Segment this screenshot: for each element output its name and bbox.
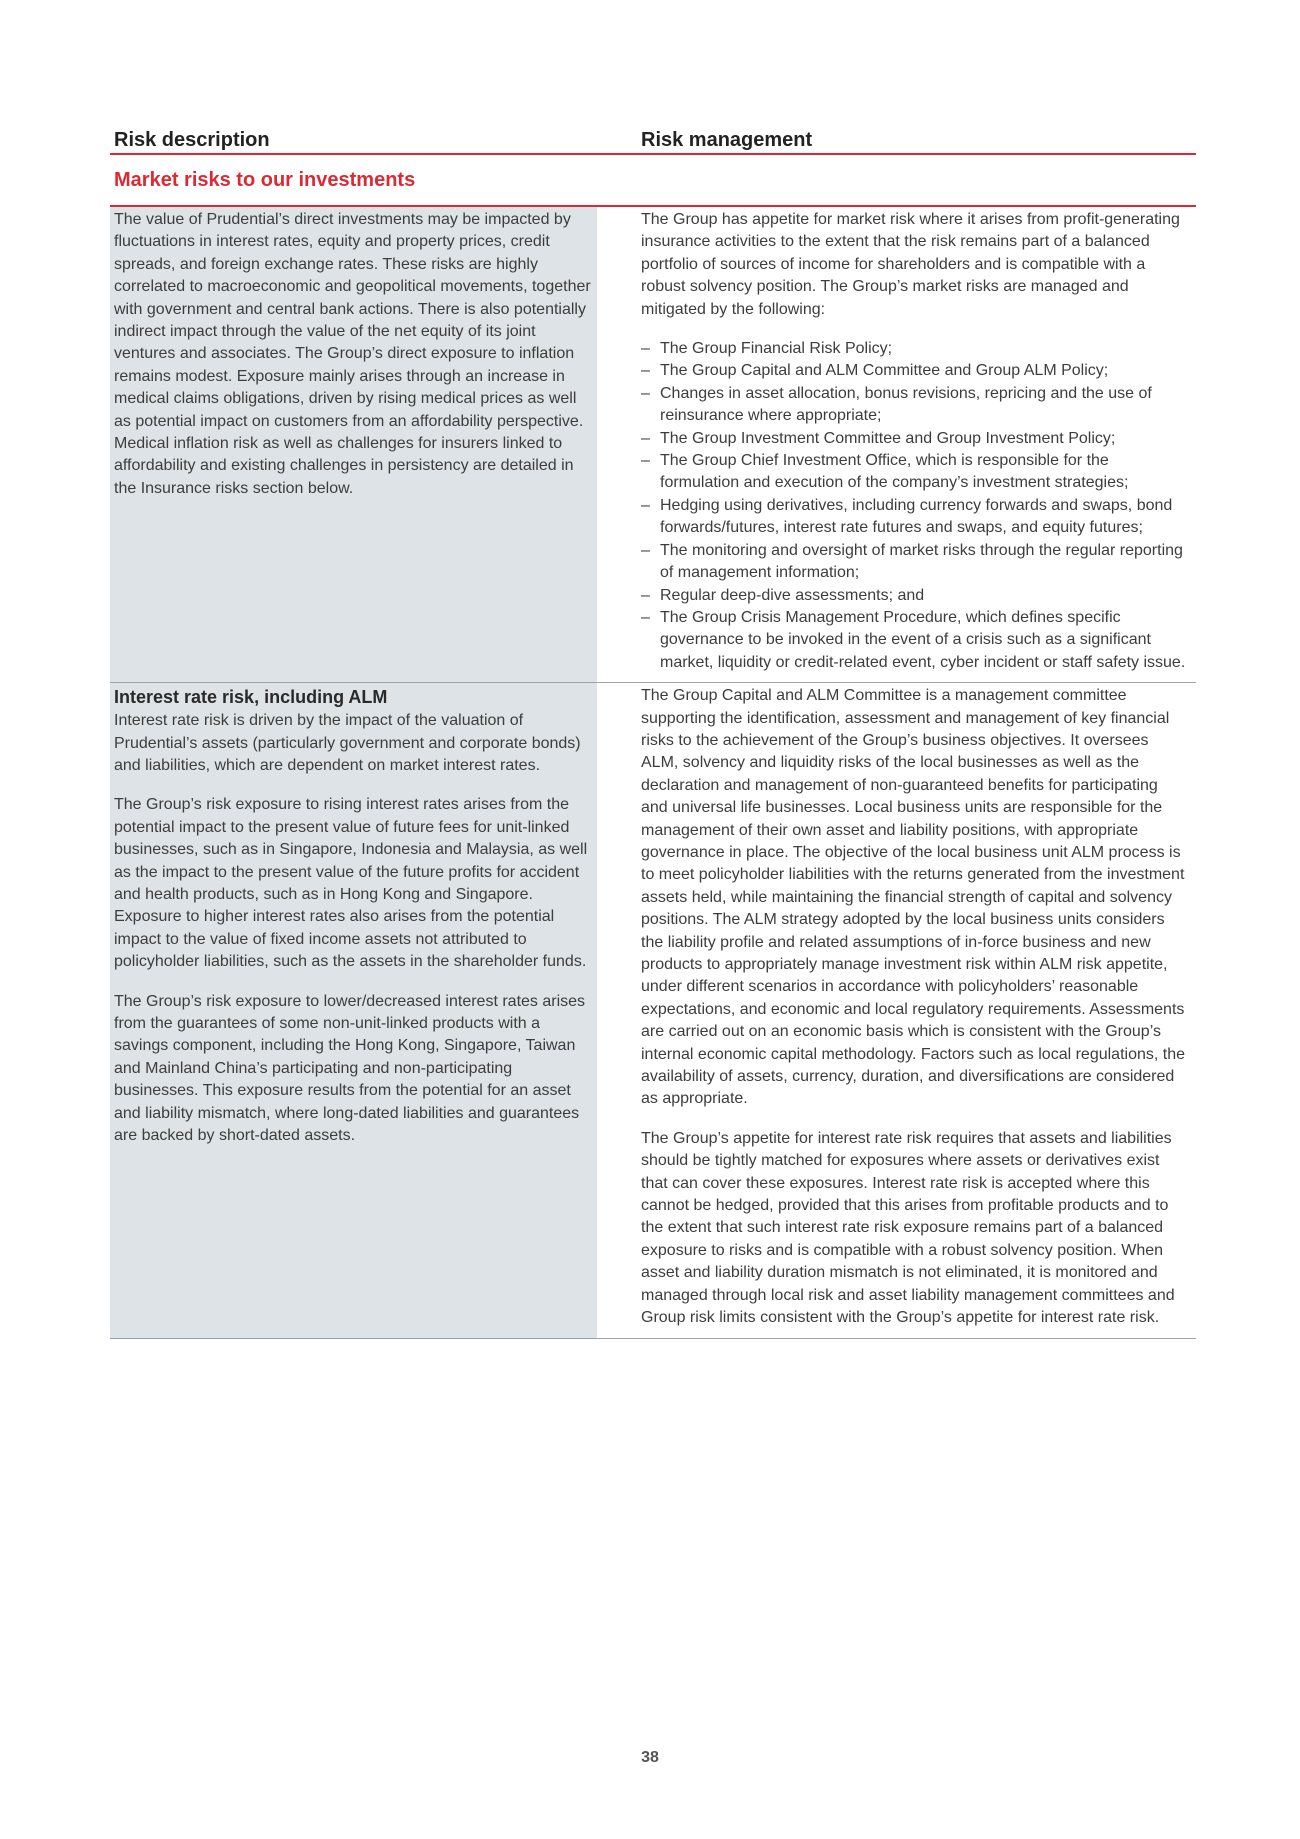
section-title: Market risks to our investments: [110, 155, 1196, 207]
management-paragraph: The Group’s appetite for interest rate risk requires that assets and liabilities should be tightly matched for exposures where assets or derivatives exist that can cover these exposures. Interest rate risk is accepted where this cannot be hedged, provided that this arises from profitable products and to the extent that such interest rate risk exposure remains part of a balanced exposure to risks and is compatible with a robust solvency position. When asset and liability duration mismatch is not eliminated, it is monitored and managed through local risk and asset liability management committees and Group risk limits consistent with the Group’s appetite for interest rate risk.: [641, 1129, 1175, 1327]
list-item: – The Group Chief Investment Office, which is responsible for the formulation and execution of the company’s investment strategies;: [641, 450, 1188, 495]
list-item: – Hedging using derivatives, including currency forwards and swaps, bond forwards/futures, interest rate futures and swaps, and equity futures;: [641, 495, 1188, 540]
list-item: – The Group Financial Risk Policy;: [641, 338, 1188, 360]
risk-management-cell: [597, 207, 1196, 682]
list-item: – The Group Capital and ALM Committee and Group ALM Policy;: [641, 360, 1188, 382]
management-paragraph: The Group Capital and ALM Committee is a management committee supporting the identification, assessment and management of key financial risks to the achievement of the Group’s business objectives. It oversees ALM, solvency and liquidity risks of the local businesses as well as the declaration and management of non-guaranteed benefits for participating and universal life businesses. Local business units are responsible for the management of their own asset and liability positions, with appropriate governance in place. The objective of the local business unit ALM process is to meet policyholder liabilities with the returns generated from the investment assets held, while maintaining the financial strength of capital and solvency positions. The ALM strategy adopted by the local business units considers the liability profile and related assumptions of in-force business and new products to appropriately manage investment risk within ALM risk appetite, under different scenarios in accordance with policyholders’ reasonable expectations, and economic and local regulatory requirements. Assessments are carried out on an economic basis which is consistent with the Group’s internal economic capital methodology. Factors such as local regulations, the availability of assets, currency, duration, and diversifications are considered as appropriate.: [641, 687, 1185, 1108]
table-header-row: [110, 108, 1196, 155]
page-number: 38: [641, 1749, 659, 1766]
description-paragraph: Interest rate risk is driven by the impact of the valuation of Prudential’s assets (particularly government and corporate bonds) and liabilities, which are dependent on market interest rates.: [114, 712, 581, 774]
list-item: – Regular deep-dive assessments; and: [641, 585, 1188, 607]
list-item: – The Group Crisis Management Procedure, which defines specific governance to be invoked in the event of a crisis such as a significant market, liquidity or credit-related event, cyber incident or staff safety issue.: [641, 607, 1188, 674]
list-item: – The monitoring and oversight of market risks through the regular reporting of management information;: [641, 540, 1188, 585]
risk-description-cell: [110, 683, 597, 1337]
risk-table: [110, 108, 1196, 1339]
management-intro: The Group has appetite for market risk where it arises from profit-generating insurance activities to the extent that the risk remains part of a balanced portfolio of sources of income for shareholders and is compatible with a robust solvency position. The Group’s market risks are managed and mitigated by the following:: [641, 211, 1180, 318]
table-row: [110, 683, 1196, 1338]
list-item: – The Group Investment Committee and Group Investment Policy;: [641, 428, 1188, 450]
description-paragraph: The Group’s risk exposure to lower/decreased interest rates arises from the guarantees of some non-unit-linked products with a savings component, including the Hong Kong, Singapore, Taiwan and Mainland China’s participating and non-participating businesses. This exposure results from the potential for an asset and liability mismatch, where long-dated liabilities and guarantees are backed by short-dated assets.: [114, 992, 586, 1145]
table-row: [110, 207, 1196, 683]
header-risk-description: Risk description: [114, 129, 270, 151]
risk-description-cell: [110, 207, 597, 682]
description-paragraph: The value of Prudential’s direct investments may be impacted by fluctuations in interest rates, equity and property prices, credit spreads, and foreign exchange rates. These risks are highly correlated to macroeconomic and geopolitical movements, together with government and central bank actions. There is also potentially indirect impact through the value of the net equity of its joint ventures and associates. The Group’s direct exposure to inflation remains modest. Exposure mainly arises through an increase in medical claims obligations, driven by rising medical prices as well as potential impact on customers from an affordability perspective. Medical inflation risk as well as challenges for insurers linked to affordability and existing challenges in persistency are detailed in the Insurance risks section below.: [114, 211, 591, 497]
risk-title: Interest rate risk, including ALM: [114, 687, 388, 708]
header-risk-management: Risk management: [641, 129, 813, 151]
description-paragraph: The Group’s risk exposure to rising interest rates arises from the potential impact to the present value of future fees for unit-linked businesses, such as in Singapore, Indonesia and Malaysia, as well as the impact to the present value of the future profits for accident and health products, such as in Hong Kong and Singapore. Exposure to higher interest rates also arises from the potential impact to the value of fixed income assets not attributed to policyholder liabilities, such as the assets in the shareholder funds.: [114, 796, 588, 971]
management-measures-list: [641, 338, 1188, 674]
risk-management-cell: [597, 683, 1196, 1337]
list-item: – Changes in asset allocation, bonus revisions, repricing and the use of reinsurance where appropriate;: [641, 383, 1188, 428]
